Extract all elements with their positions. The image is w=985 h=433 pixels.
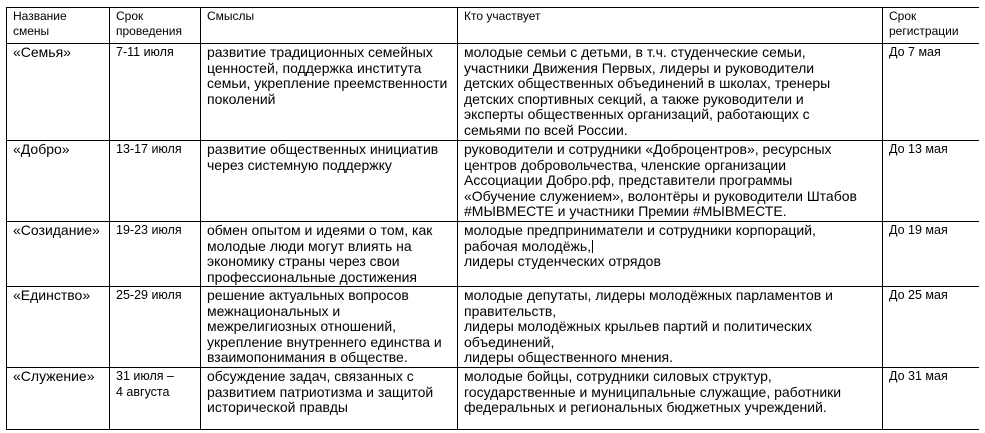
shift-dates: 19-23 июля xyxy=(110,222,201,287)
schedule-table xyxy=(6,7,979,430)
shift-registration: До 13 мая xyxy=(883,141,980,222)
shift-registration: До 25 мая xyxy=(883,287,980,368)
text-cursor xyxy=(592,240,593,253)
shift-participants: молодые семьи с детьми, в т.ч. студенческие семьи, участники Движения Первых, лидеры и руководители детских общественных объединений в школах, тренеры детских спортивных секций, а также руководители и эксперты общественных организаций, работающих с семьями по всей России. xyxy=(458,44,883,141)
shift-meaning: развитие традиционных семейных ценностей, поддержка института семьи, укрепление преемственности поколений xyxy=(201,44,458,141)
shift-participants: руководители и сотрудники «Доброцентров», ресурсных центров добровольчества, членские организации Ассоциации Добро.рф, представители программы «Обучение служением», волонтёры и руководители Штабов #МЫВМЕСТЕ и участники Премии #МЫВМЕСТЕ. xyxy=(458,141,883,222)
shift-dates: 13-17 июля xyxy=(110,141,201,222)
document-page xyxy=(6,7,979,433)
table-row xyxy=(7,44,980,141)
header-meaning: Смыслы xyxy=(201,8,458,44)
shift-participants: молодые бойцы, сотрудники силовых структур, государственные и муниципальные служащие, работники федеральных и региональных бюджетных учреждений. xyxy=(458,368,883,430)
shift-meaning: решение актуальных вопросов межнациональных и межрелигиозных отношений, укрепление внутреннего единства и взаимопонимания в обществе. xyxy=(201,287,458,368)
header-name: Название смены xyxy=(7,8,110,44)
shift-dates: 31 июля – 4 августа xyxy=(110,368,201,430)
table-row xyxy=(7,222,980,287)
table-header-row xyxy=(7,8,980,44)
shift-dates: 25-29 июля xyxy=(110,287,201,368)
shift-participants: молодые предприниматели и сотрудники корпораций, рабочая молодёжь, лидеры студенческих отрядов xyxy=(458,222,883,287)
shift-name: «Добро» xyxy=(7,141,110,222)
shift-name: «Служение» xyxy=(7,368,110,430)
shift-meaning: развитие общественных инициатив через системную поддержку xyxy=(201,141,458,222)
header-participants: Кто участвует xyxy=(458,8,883,44)
shift-registration: До 31 мая xyxy=(883,368,980,430)
header-dates: Срок проведения xyxy=(110,8,201,44)
shift-registration: До 7 мая xyxy=(883,44,980,141)
shift-name: «Созидание» xyxy=(7,222,110,287)
shift-dates: 7-11 июля xyxy=(110,44,201,141)
shift-registration: До 19 мая xyxy=(883,222,980,287)
table-row xyxy=(7,368,980,430)
table-row xyxy=(7,141,980,222)
shift-meaning: обмен опытом и идеями о том, как молодые люди могут влиять на экономику страны через свои профессиональные достижения xyxy=(201,222,458,287)
shift-name: «Семья» xyxy=(7,44,110,141)
shift-participants: молодые депутаты, лидеры молодёжных парламентов и правительств, лидеры молодёжных крыльев партий и политических объединений, лидеры общественного мнения. xyxy=(458,287,883,368)
table-row xyxy=(7,287,980,368)
shift-name: «Единство» xyxy=(7,287,110,368)
header-registration: Срок регистрации xyxy=(883,8,980,44)
shift-meaning: обсуждение задач, связанных с развитием патриотизма и защитой исторической правды xyxy=(201,368,458,430)
